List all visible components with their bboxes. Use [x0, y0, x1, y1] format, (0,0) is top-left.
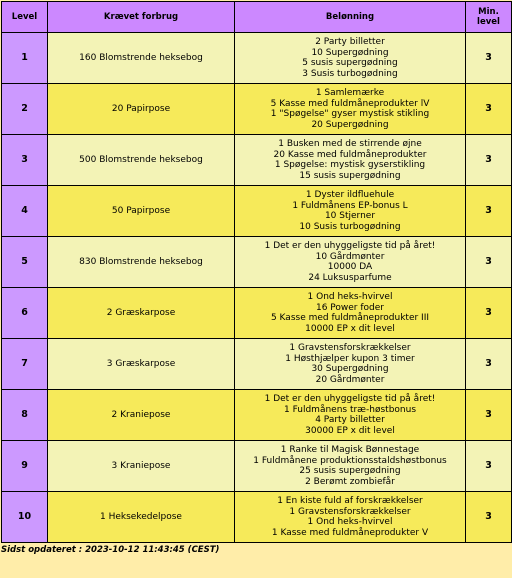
reward-item: 1 Fuldmånene produktionsstaldshøstbonus: [253, 455, 447, 466]
required-cell: 500 Blomstrende heksebog: [48, 135, 235, 186]
header-level: Level: [2, 2, 48, 33]
level-cell: 4: [2, 186, 48, 237]
min-level-cell: 3: [466, 390, 512, 441]
reward-cell: [235, 288, 466, 339]
reward-cell: [235, 33, 466, 84]
reward-item: 1 Kasse med fuldmåneprodukter V: [271, 527, 429, 538]
reward-item: 2 Berømt zombiefår: [305, 476, 395, 487]
level-cell: 2: [2, 84, 48, 135]
reward-item: 1 Ond heks-hvirvel: [307, 292, 393, 302]
header-reward: Belønning: [235, 2, 466, 33]
reward-item: 4 Party billetter: [315, 415, 385, 425]
reward-item: 5 Kasse med fuldmåneprodukter lV: [270, 98, 430, 109]
reward-item: 5 Kasse med fuldmåneprodukter III: [270, 313, 430, 323]
reward-item: 1 Spøgelse: mystisk gyserstikling: [274, 160, 426, 170]
reward-item: 25 susis supergødning: [299, 466, 401, 476]
reward-cell: [235, 492, 466, 543]
reward-item: 20 Supergødning: [311, 119, 389, 130]
min-level-cell: 3: [466, 135, 512, 186]
reward-item: 1 Det er den uhyggeligste tid på året!: [264, 241, 436, 251]
reward-item: 15 susis supergødning: [299, 170, 401, 181]
table-row: [2, 390, 512, 441]
min-level-cell: 3: [466, 288, 512, 339]
min-level-cell: 3: [466, 441, 512, 492]
reward-item: 1 Dyster ildfluehule: [305, 190, 395, 200]
level-cell: 6: [2, 288, 48, 339]
reward-item: 1 En kiste fuld af forskrækkelser: [277, 496, 423, 506]
min-level-cell: 3: [466, 84, 512, 135]
reward-item: 30000 EP x dit level: [305, 425, 395, 436]
reward-cell: [235, 390, 466, 441]
level-cell: 3: [2, 135, 48, 186]
required-cell: 50 Papirpose: [48, 186, 235, 237]
reward-item: 16 Power foder: [315, 302, 384, 313]
required-cell: 2 Kraniepose: [48, 390, 235, 441]
required-cell: 2 Græskarpose: [48, 288, 235, 339]
required-cell: 1 Heksekedelpose: [48, 492, 235, 543]
reward-item: 20 Gårdmønter: [315, 374, 385, 385]
reward-item: 10 Susis turbogødning: [299, 221, 401, 232]
level-cell: 1: [2, 33, 48, 84]
reward-item: 24 Luksusparfume: [308, 272, 392, 283]
reward-item: 10000 DA: [327, 262, 373, 272]
min-level-cell: 3: [466, 492, 512, 543]
reward-item: 1 Fuldmånens EP-bonus L: [292, 200, 408, 211]
rewards-table: [1, 1, 512, 543]
min-level-cell: 3: [466, 339, 512, 390]
reward-item: 5 susis supergødning: [302, 58, 398, 68]
reward-item: 1 "Spøgelse" gyser mystisk stikling: [270, 109, 430, 119]
reward-item: 10 Gårdmønter: [315, 251, 385, 262]
required-cell: 3 Kraniepose: [48, 441, 235, 492]
required-cell: 160 Blomstrende heksebog: [48, 33, 235, 84]
min-level-cell: 3: [466, 33, 512, 84]
required-cell: 830 Blomstrende heksebog: [48, 237, 235, 288]
reward-item: 1 Høsthjælper kupon 3 timer: [285, 353, 415, 364]
table-row: [2, 33, 512, 84]
level-cell: 5: [2, 237, 48, 288]
reward-item: 30 Supergødning: [311, 364, 389, 374]
reward-item: 2 Party billetter: [315, 37, 385, 47]
required-cell: 3 Græskarpose: [48, 339, 235, 390]
reward-cell: [235, 135, 466, 186]
table-row: [2, 441, 512, 492]
reward-item: 1 Ranke til Magisk Bønnestage: [280, 445, 420, 455]
level-cell: 7: [2, 339, 48, 390]
reward-item: 1 Samlemærke: [315, 88, 385, 98]
table-row: [2, 237, 512, 288]
reward-item: 10 Supergødning: [311, 47, 389, 58]
table-row: [2, 84, 512, 135]
reward-cell: [235, 186, 466, 237]
table-row: [2, 135, 512, 186]
reward-item: 1 Fuldmånens træ-høstbonus: [283, 404, 417, 415]
table-row: [2, 492, 512, 543]
reward-cell: [235, 339, 466, 390]
header-required: Krævet forbrug: [48, 2, 235, 33]
reward-item: 10 Stjerner: [324, 211, 376, 221]
reward-item: 1 Ond heks-hvirvel: [307, 517, 393, 527]
level-cell: 10: [2, 492, 48, 543]
required-cell: 20 Papirpose: [48, 84, 235, 135]
reward-item: 1 Gravstensforskrækkelser: [289, 343, 411, 353]
level-cell: 9: [2, 441, 48, 492]
reward-cell: [235, 237, 466, 288]
table-row: [2, 186, 512, 237]
reward-item: 1 Gravstensforskrækkelser: [289, 506, 411, 517]
reward-item: 1 Det er den uhyggeligste tid på året!: [264, 394, 436, 404]
reward-item: 1 Busken med de stirrende øjne: [278, 139, 422, 149]
table-row: [2, 288, 512, 339]
min-level-cell: 3: [466, 237, 512, 288]
reward-cell: [235, 84, 466, 135]
reward-item: 10000 EP x dit level: [305, 323, 395, 334]
reward-item: 3 Susis turbogødning: [302, 68, 398, 79]
table-row: [2, 339, 512, 390]
header-row: [2, 2, 512, 33]
last-updated: Sidst opdateret : 2023-10-12 11:43:45 (CEST): [1, 545, 220, 555]
min-level-cell: 3: [466, 186, 512, 237]
reward-cell: [235, 441, 466, 492]
header-min-level: Min. level: [466, 2, 512, 33]
reward-item: 20 Kasse med fuldmåneprodukter: [273, 149, 427, 160]
level-cell: 8: [2, 390, 48, 441]
